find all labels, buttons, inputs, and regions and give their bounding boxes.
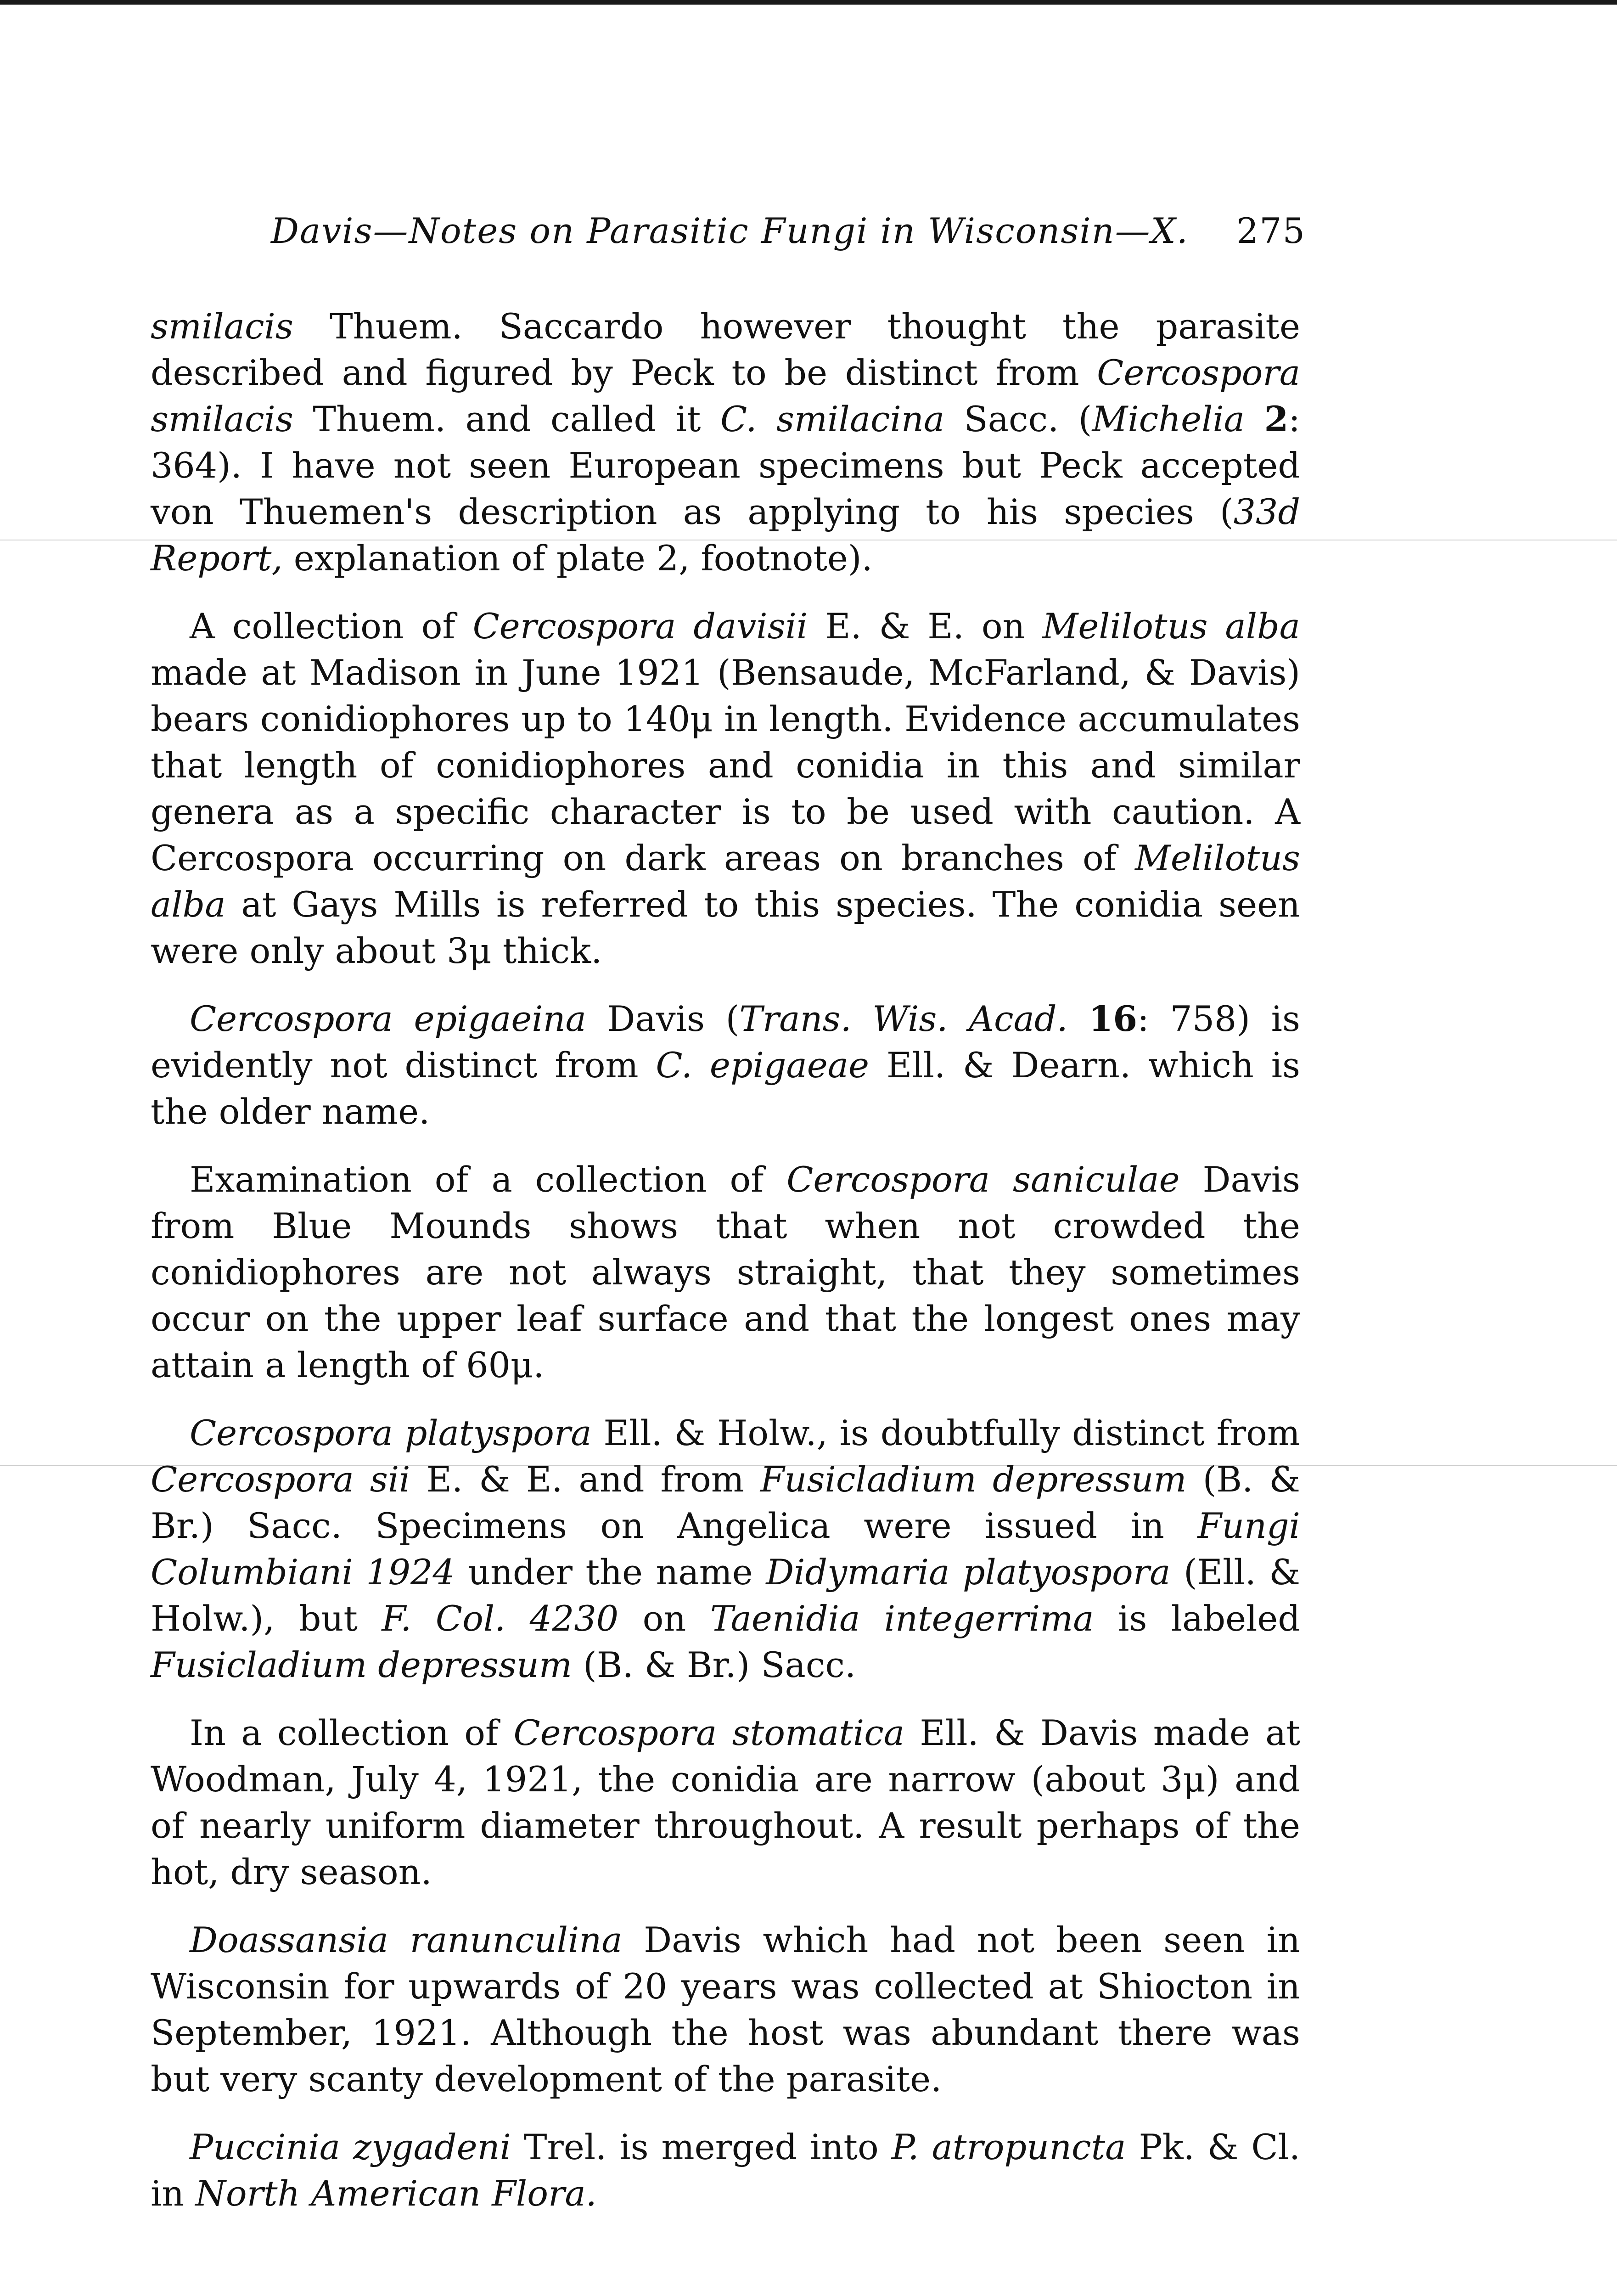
text-run: Davis which had not been seen in Wisconsin for upwards of 20 years was collected at Shiocton in September, 1921. Although the host was abundant there was but very scanty development of the parasite. <box>151 1919 1300 2099</box>
italic-text-run: Didymaria platyospora <box>766 1552 1171 1593</box>
text-run: made at Madison in June 1921 (Bensaude, McFarland, & Davis) bears conidiophores up to 140μ in length. Evidence accumulates that length of conidiophores and conidia in this and similar genera as a specific character is to be used with caution. A Cercospora occurring on dark areas on branches of <box>151 652 1300 878</box>
italic-text-run: Melilotus alba <box>151 838 1300 925</box>
italic-text-run: Cercospora davisii <box>472 606 808 647</box>
text-run: In a collection of <box>190 1712 514 1753</box>
italic-text-run: P. atropuncta <box>891 2127 1126 2167</box>
text-run: Examination of a collection of <box>190 1159 787 1200</box>
text-run: is labeled <box>1094 1598 1301 1639</box>
text-run: explanation of plate 2, footnote). <box>282 538 873 579</box>
italic-text-run: Cercospora stomatica <box>513 1712 905 1753</box>
italic-text-run: Doassansia ranunculina <box>190 1919 623 1960</box>
italic-text-run: Fusicladium depressum <box>151 1644 572 1685</box>
text-run <box>1245 399 1264 439</box>
text-run: Ell. & Davis made at Woodman, July 4, 1921, the conidia are narrow (about 3μ) and of nearly uniform diameter throughout. A result perhaps of the hot, dry season. <box>151 1712 1300 1892</box>
text-run: (Ell. & Holw.), but <box>151 1552 1300 1639</box>
page-header <box>230 206 1306 256</box>
italic-text-run: Cercospora sii <box>151 1459 410 1500</box>
paragraph-cercospora-davisii <box>151 603 1300 974</box>
text-run: Pk. & Cl. in <box>151 2127 1300 2214</box>
italic-text-run: Fusicladium depressum <box>760 1459 1187 1500</box>
text-run: Ell. & Dearn. which is the older name. <box>151 1045 1301 1132</box>
italic-text-run: 33d Report, <box>151 491 1300 579</box>
running-title: Davis—Notes on Parasitic Fungi in Wisconsin—X. <box>271 210 1189 251</box>
text-run: Trel. is merged into <box>511 2127 892 2167</box>
italic-text-run: Cercospora smilacis <box>151 352 1300 439</box>
paragraph-smilacis-continued <box>151 303 1300 581</box>
text-run: E. & E. on <box>808 606 1043 647</box>
italic-text-run: Michelia <box>1092 399 1245 439</box>
italic-text-run: Fungi Columbiani 1924 <box>151 1505 1300 1593</box>
text-run: Davis ( <box>586 998 740 1039</box>
text-run: (B. & Br.) Sacc. Specimens on Angelica were issued in <box>151 1459 1300 1546</box>
italic-text-run: C. epigaeae <box>656 1045 870 1086</box>
paragraph-puccinia-zygadeni <box>151 2124 1300 2217</box>
body-text <box>151 303 1300 2217</box>
text-run: at Gays Mills is referred to this species. The conidia seen were only about 3μ thick. <box>151 884 1300 971</box>
text-run: Thuem. Saccardo however thought the parasite described and figured by Peck to be distinct from <box>151 306 1300 393</box>
text-run: on <box>618 1598 710 1639</box>
text-run: Thuem. and called it <box>293 399 720 439</box>
paragraph-cercospora-epigaeina <box>151 996 1300 1135</box>
paragraph-cercospora-platyspora <box>151 1410 1300 1688</box>
italic-text-run: North American Flora. <box>195 2173 597 2214</box>
text-run: E. & E. and from <box>410 1459 760 1500</box>
text-run: A collection of <box>190 606 473 647</box>
page-number: 275 <box>1236 210 1306 251</box>
paragraph-doassansia-ranunculina <box>151 1917 1300 2102</box>
text-run: Davis from Blue Mounds shows that when not crowded the conidiophores are not always straight, that they sometimes occur on the upper leaf surface and that the longest ones may attain a length of 60μ. <box>151 1159 1301 1385</box>
italic-text-run: Cercospora epigaeina <box>190 998 586 1039</box>
text-run: Ell. & Holw., is doubtfully distinct from <box>591 1412 1300 1453</box>
italic-text-run: Puccinia zygadeni <box>190 2127 511 2167</box>
italic-text-run: F. Col. 4230 <box>382 1598 619 1639</box>
text-run: : 364). I have not seen European specimens but Peck accepted von Thuemen's description as applying to his species ( <box>151 399 1300 532</box>
italic-text-run: Trans. Wis. Acad. <box>739 998 1068 1039</box>
bold-text-run: 16 <box>1089 998 1138 1039</box>
text-run: under the name <box>455 1552 766 1593</box>
bold-text-run: 2 <box>1264 399 1289 439</box>
italic-text-run: Cercospora platyspora <box>190 1412 592 1453</box>
text-run: (B. & Br.) Sacc. <box>572 1644 856 1685</box>
text-run <box>1068 998 1089 1039</box>
italic-text-run: Melilotus alba <box>1042 606 1300 647</box>
top-edge-rule <box>0 0 1617 5</box>
italic-text-run: Taenidia integerrima <box>710 1598 1094 1639</box>
paragraph-cercospora-saniculae <box>151 1156 1300 1388</box>
italic-text-run: smilacis <box>151 306 293 347</box>
italic-text-run: Cercospora saniculae <box>786 1159 1180 1200</box>
text-run: Sacc. ( <box>944 399 1092 439</box>
text-run: : 758) is evidently not distinct from <box>151 998 1300 1086</box>
paragraph-cercospora-stomatica <box>151 1710 1300 1895</box>
italic-text-run: C. smilacina <box>720 399 945 439</box>
